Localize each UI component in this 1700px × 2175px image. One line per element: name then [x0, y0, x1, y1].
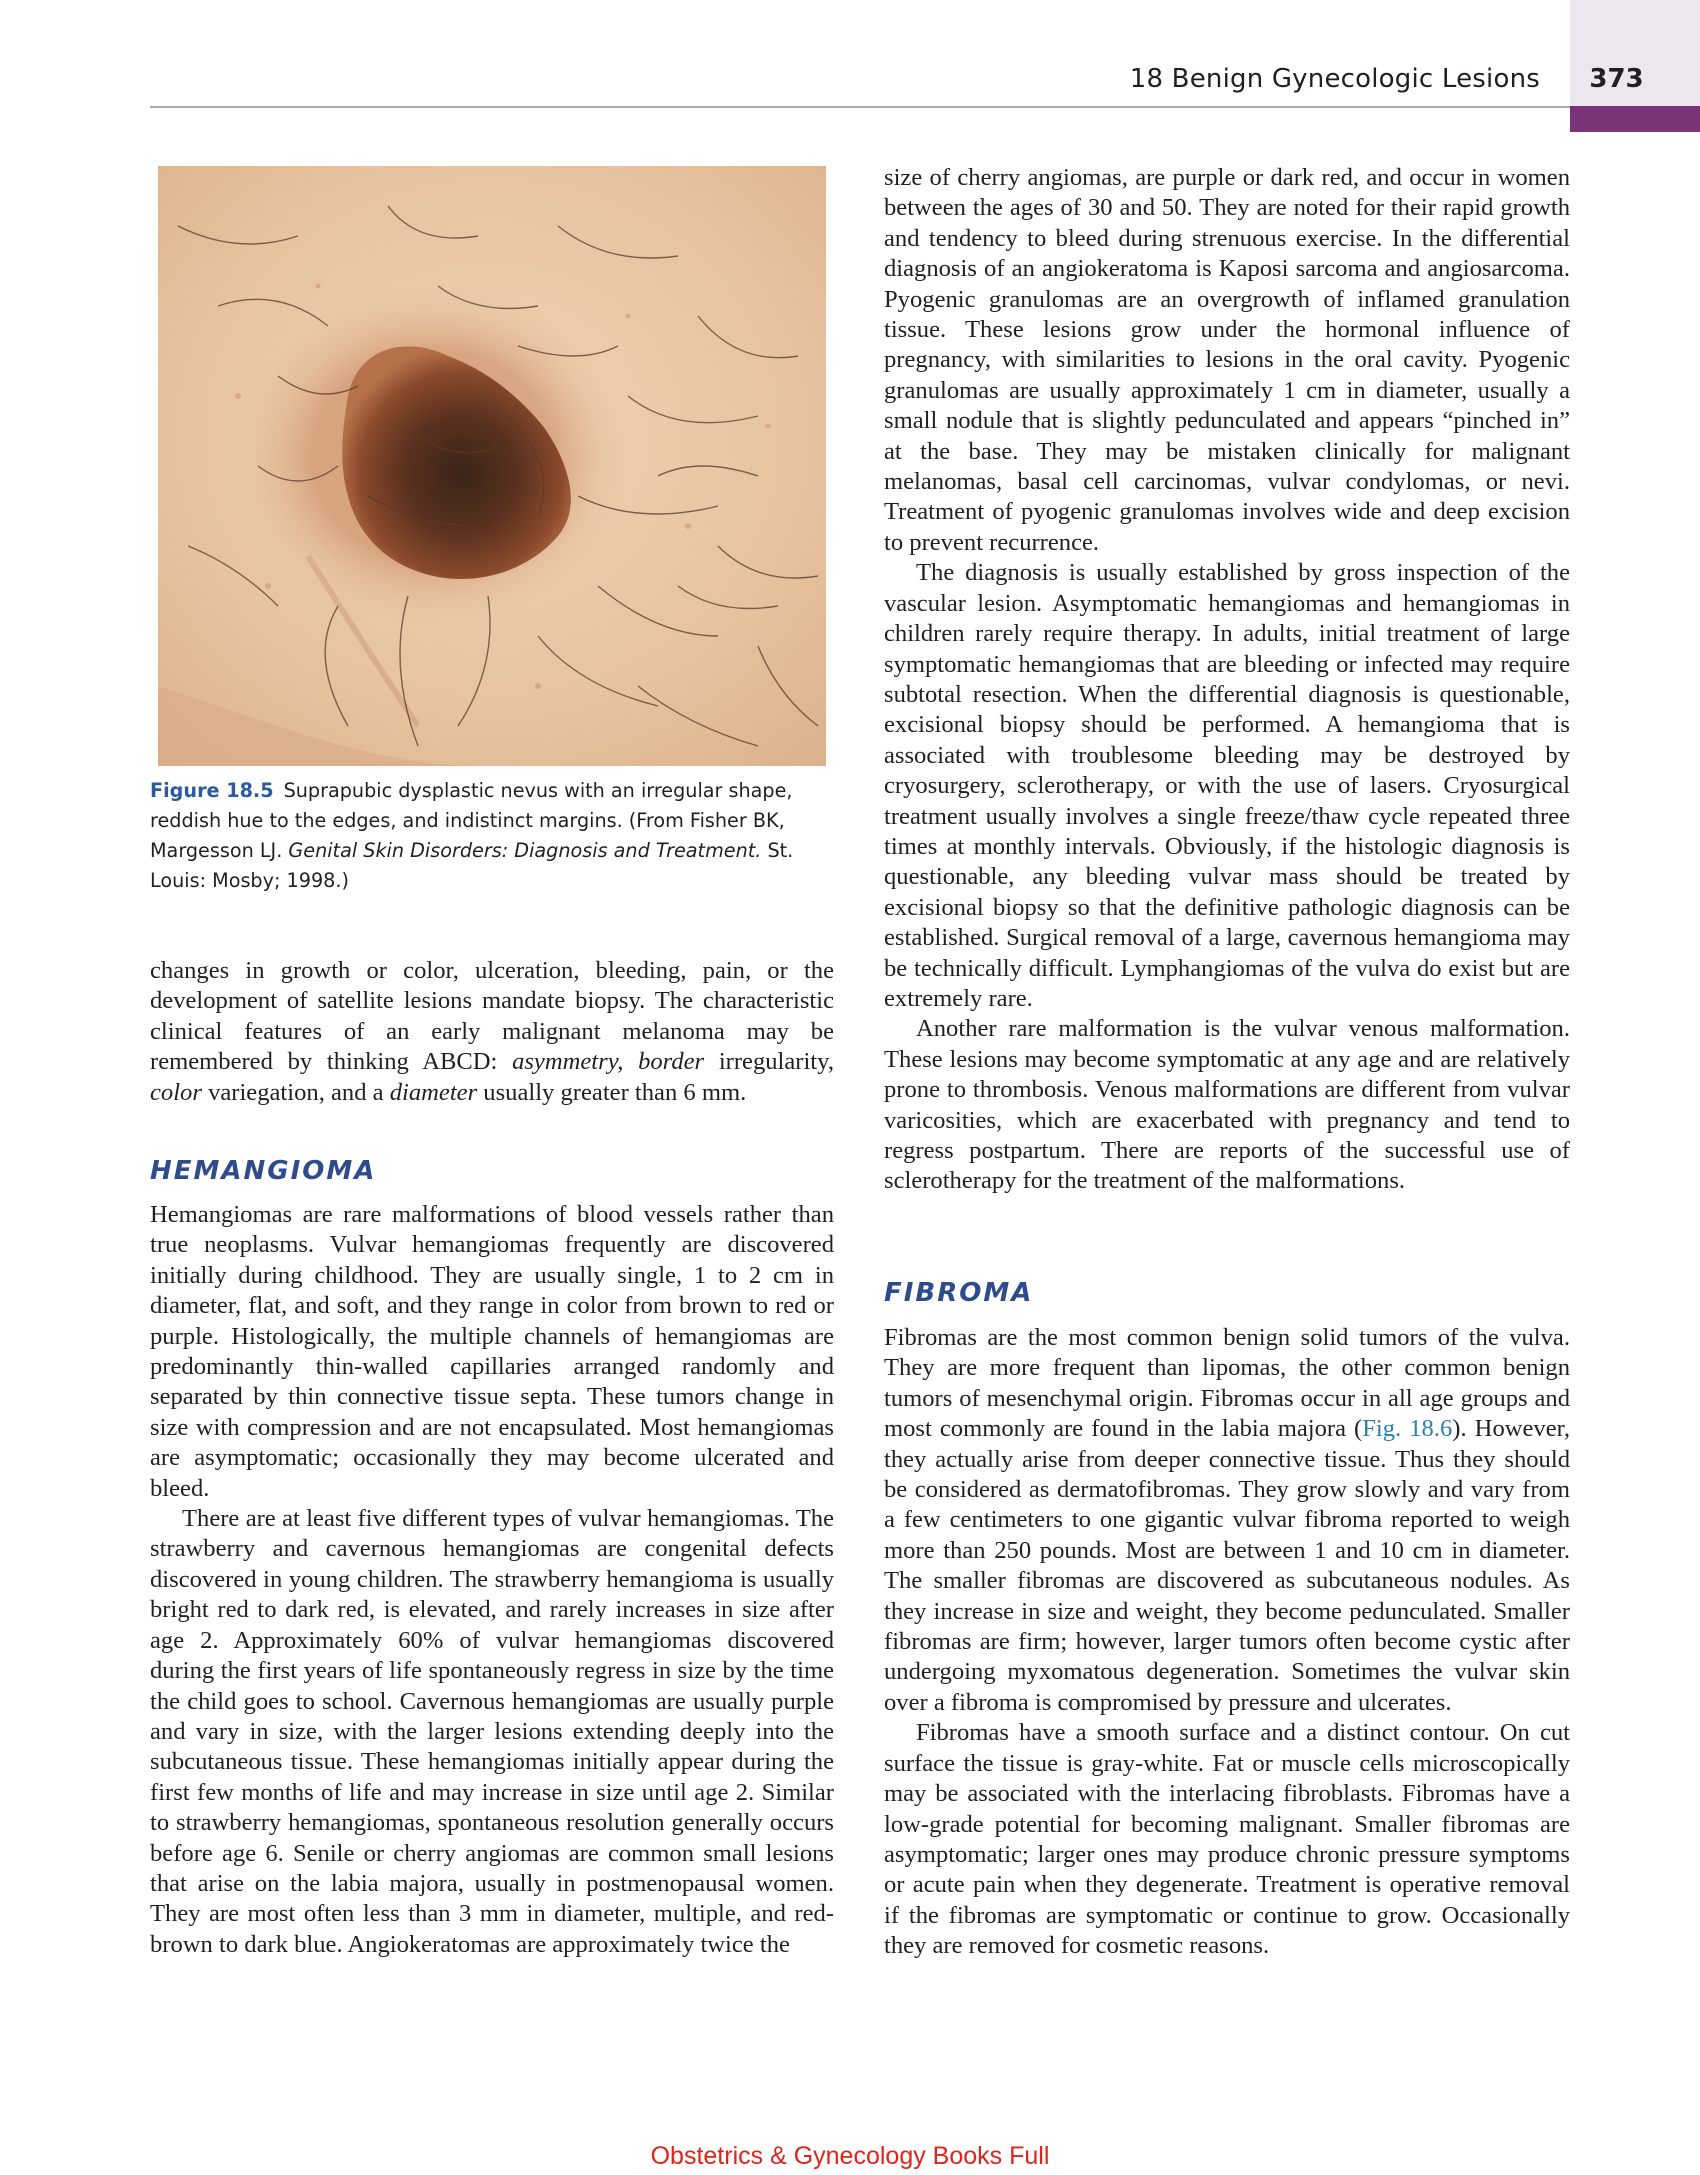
hemangioma-paragraph-2: There are at least five different types of vulvar hemangiomas. The strawberry and cavernous hemangiomas are congenital defects discovered in young children. The strawberry hemangioma is usually bright red to dark red, is elevated, and rarely increases in size after age 2. Approximately 60% of vulvar hemangiomas discovered during the first years of life spontaneously regress in size by the time the child goes to school. Cavernous hemangiomas are usually purple and vary in size, with the larger lesions extending deeply into the subcutaneous tissue. These hemangiomas initially appear during the first few months of life and may increase in size until age 2. Similar to strawberry hemangiomas, spontaneous resolution generally occurs before age 6. Senile or cherry angiomas are common small lesions that arise on the labia majora, usually in postmenopausal women. They are most often less than 3 mm in diameter, multiple, and red-brown to dark blue. Angiokeratomas are approximately twice the [150, 1505, 834, 1958]
text-run: changes in growth or color, ulceration, bleeding, pain, or the development of satellite lesions mandate biopsy. The characteristic clinical features of an early malignant melanoma may be remembered by thinking ABCD: [150, 957, 834, 1076]
right-column-fibroma [884, 1323, 1570, 1962]
caption-text-end: St. Louis: Mosby; 1998.) [150, 839, 794, 892]
figure-label: Figure 18.5 [150, 779, 274, 802]
caption-book-title: Genital Skin Disorders: Diagnosis and Treatment. [288, 839, 762, 862]
diagnosis-paragraph: The diagnosis is usually established by gross inspection of the vascular lesion. Asymptomatic hemangiomas and hemangiomas in children rarely require therapy. In adults, initial treatment of large symptomatic hemangiomas that are bleeding or infected may require subtotal resection. When the differential diagnosis is questionable, excisional biopsy should be performed. A hemangioma that is associated with troublesome bleeding may be destroyed by cryosurgery, sclerotherapy, or with the use of lasers. Cryosurgical treatment usually involves a single freeze/thaw cycle repeated three times at monthly intervals. Obviously, if the histologic diagnosis is questionable, any bleeding vulvar mass should be treated by excisional biopsy so that the definitive pathologic diagnosis can be established. Surgical removal of a large, cavernous hemangioma may be technically difficult. Lymphangiomas of the vulva do exist but are extremely rare. [884, 559, 1570, 1012]
angioma-paragraph: size of cherry angiomas, are purple or dark red, and occur in women between the ages of 30 and 50. They are noted for their rapid growth and tendency to bleed during strenuous exercise. In the differential diagnosis of an angiokeratoma is Kaposi sarcoma and angiosarcoma. Pyogenic granulomas are an overgrowth of inflamed granulation tissue. These lesions grow under the hormonal influence of pregnancy, with similarities to lesions in the oral cavity. Pyogenic granulomas are usually approximately 1 cm in diameter, usually a small nodule that is slightly pedunculated and appears “pinched in” at the base. They may be mistaken clinically for malignant melanomas, basal cell carcinomas, vulvar condylomas, or nevi. Treatment of pyogenic granulomas involves wide and deep excision to prevent recurrence. [884, 164, 1570, 556]
text-run: Fibromas are the most common benign solid tumors of the vulva. They are more frequent than lipomas, the other common benign tumors of mesenchymal origin. Fibromas occur in all age groups and most commonly are found in the labia majora ( [884, 1324, 1570, 1443]
page-tab-accent-bar [1570, 106, 1700, 132]
emphasis-diameter: diameter [389, 1078, 478, 1106]
fibroma-paragraph-1 [884, 1323, 1570, 1718]
section-heading-hemangioma: HEMANGIOMA [150, 1156, 377, 1186]
running-head-chapter-title: 18 Benign Gynecologic Lesions [1129, 64, 1540, 94]
caption-text: Suprapubic dysplastic nevus with an irregular shape, reddish hue to the edges, and indistinct margins. (From Fisher BK, Margesson LJ. [150, 779, 793, 862]
figure-18-5-photo [158, 166, 826, 766]
fibroma-paragraph-2: Fibromas have a smooth surface and a distinct contour. On cut surface the tissue is gray-white. Fat or muscle cells microscopically may be associated with the interlacing fibroblasts. Fibromas have a low-grade potential for becoming malignant. Smaller fibromas are asymptomatic; larger ones may produce chronic pressure symptoms or acute pain when they degenerate. Treatment is operative removal if the fibromas are symptomatic or continue to grow. Occasionally they are removed for cosmetic reasons. [884, 1719, 1570, 1960]
page-number-tab [1570, 0, 1700, 132]
venous-malformation-paragraph: Another rare malformation is the vulvar venous malformation. These lesions may become symptomatic at any age and are relatively prone to thrombosis. Venous malformations are different from vulvar varicosities, which are exacerbated with pregnancy and tend to regress postpartum. There are reports of the successful use of sclerotherapy for the treatment of the malformations. [884, 1015, 1570, 1195]
text-run: variegation, and a [201, 1078, 390, 1106]
right-column-hemangioma-continued [884, 163, 1570, 1197]
text-run: irregularity, [704, 1048, 834, 1076]
hemangioma-paragraph-1: Hemangiomas are rare malformations of blood vessels rather than true neoplasms. Vulvar hemangiomas frequently are discovered initially during childhood. They are usually single, 1 to 2 cm in diameter, flat, and soft, and they range in color from brown to red or purple. Histologically, the multiple channels of hemangiomas are predominantly thin-walled capillaries arranged randomly and separated by thin connective tissue septa. These tumors change in size with compression and are not encapsulated. Most hemangiomas are asymptomatic; occasionally they may become ulcerated and bleed. [150, 1201, 834, 1502]
emphasis-asymmetry-border: asymmetry, border [512, 1048, 705, 1076]
header-rule [150, 106, 1570, 108]
figure-caption [150, 776, 825, 896]
melanoma-paragraph [150, 956, 834, 1108]
section-heading-fibroma: FIBROMA [884, 1278, 1034, 1308]
footer-watermark-link[interactable]: Obstetrics & Gynecology Books Full [650, 2142, 1050, 2170]
figure-18-6-link[interactable]: Fig. 18.6 [1362, 1415, 1453, 1443]
emphasis-color: color [150, 1078, 202, 1106]
dysplastic-nevus-image [158, 166, 826, 766]
text-run: ). However, they actually arise from deeper connective tissue. Thus they should be considered as dermatofibromas. They grow slowly and vary from a few centimeters to one gigantic vulvar fibroma reported to weigh more than 250 pounds. Most are between 1 and 10 cm in diameter. The smaller fibromas are discovered as subcutaneous nodules. As they increase in size and weight, they become pedunculated. Smaller fibromas are firm; however, larger tumors often become cystic after undergoing myxomatous degeneration. Sometimes the vulvar skin over a fibroma is compromised by pressure and ulcerates. [884, 1415, 1570, 1716]
page-number: 373 [1589, 64, 1644, 94]
left-column-intro [150, 956, 834, 1108]
text-run: usually greater than 6 mm. [477, 1078, 747, 1106]
left-column-hemangioma [150, 1200, 834, 1960]
